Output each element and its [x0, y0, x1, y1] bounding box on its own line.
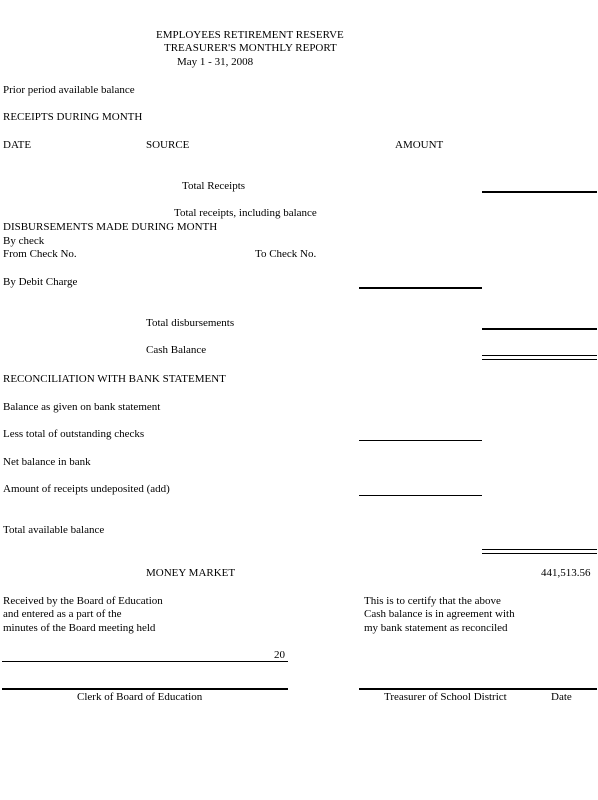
by-debit-label: By Debit Charge: [3, 276, 78, 288]
disbursements-heading: DISBURSEMENTS MADE DURING MONTH: [3, 221, 218, 233]
year-suffix: 20: [274, 649, 285, 661]
to-check-label: To Check No.: [255, 248, 317, 260]
outstanding-checks-label: Less total of outstanding checks: [3, 428, 145, 440]
prior-balance-label: Prior period available balance: [3, 84, 135, 96]
board-received-line2: and entered as a part of the: [3, 608, 122, 620]
total-available-double-line: [482, 549, 597, 554]
treasurer-signature-line: [359, 688, 597, 690]
outstanding-checks-line: [359, 440, 482, 441]
treasurer-signature-label: Treasurer of School District: [384, 691, 507, 703]
certify-line3: my bank statement as reconciled: [364, 622, 508, 634]
net-balance-label: Net balance in bank: [3, 456, 91, 468]
cash-balance-label: Cash Balance: [146, 344, 207, 356]
receipts-heading: RECEIPTS DURING MONTH: [3, 111, 143, 123]
board-received-line1: Received by the Board of Education: [3, 595, 163, 607]
report-period: May 1 - 31, 2008: [177, 56, 254, 68]
bank-balance-label: Balance as given on bank statement: [3, 401, 161, 413]
total-disbursements-line: [482, 328, 597, 330]
money-market-amount: 441,513.56: [541, 567, 591, 579]
report-title-line2: TREASURER'S MONTHLY REPORT: [164, 42, 337, 54]
receipts-undeposited-label: Amount of receipts undeposited (add): [3, 483, 170, 495]
receipts-undeposited-line: [359, 495, 482, 496]
cash-balance-double-line: [482, 355, 597, 360]
meeting-date-line: [2, 661, 288, 662]
signature-date-label: Date: [551, 691, 572, 703]
reconciliation-heading: RECONCILIATION WITH BANK STATEMENT: [3, 373, 226, 385]
board-received-line3: minutes of the Board meeting held: [3, 622, 156, 634]
total-receipts-line: [482, 191, 597, 193]
from-check-label: From Check No.: [3, 248, 77, 260]
report-title-line1: EMPLOYEES RETIREMENT RESERVE: [156, 29, 344, 41]
money-market-label: MONEY MARKET: [146, 567, 236, 579]
col-source-header: SOURCE: [146, 139, 190, 151]
col-amount-header: AMOUNT: [395, 139, 444, 151]
clerk-signature-line: [2, 688, 288, 690]
total-receipts-label: Total Receipts: [182, 180, 246, 192]
total-available-label: Total available balance: [3, 524, 105, 536]
clerk-signature-label: Clerk of Board of Education: [77, 691, 203, 703]
col-date-header: DATE: [3, 139, 32, 151]
certify-line2: Cash balance is in agreement with: [364, 608, 515, 620]
certify-line1: This is to certify that the above: [364, 595, 501, 607]
total-receipts-incl-label: Total receipts, including balance: [174, 207, 317, 219]
total-disbursements-label: Total disbursements: [146, 317, 235, 329]
debit-charge-line: [359, 287, 482, 289]
by-check-label: By check: [3, 235, 45, 247]
